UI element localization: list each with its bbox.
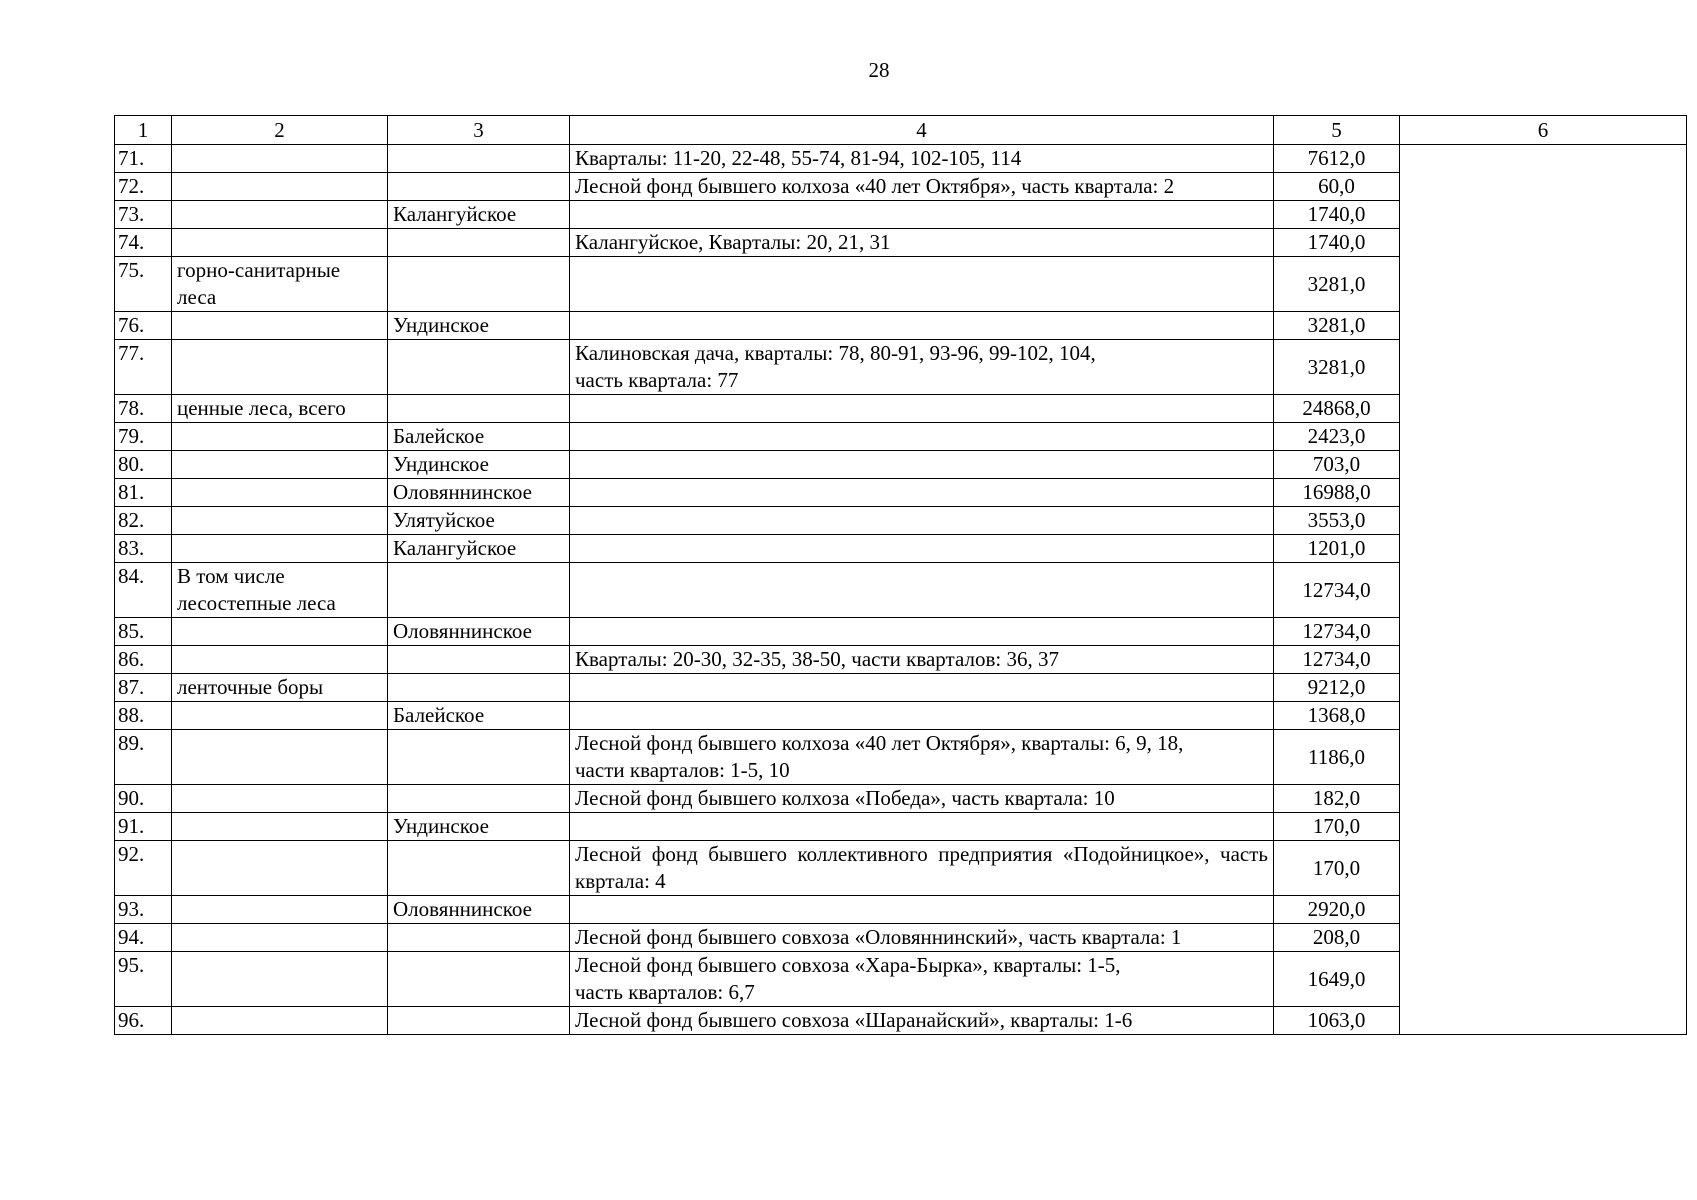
forest-table <box>114 115 1687 1035</box>
area-value-cell: 2423,0 <box>1274 423 1400 451</box>
area-value-cell: 24868,0 <box>1274 395 1400 423</box>
row-number-cell: 87. <box>115 674 172 702</box>
row-number-cell: 84. <box>115 563 172 618</box>
area-value-cell: 1186,0 <box>1274 730 1400 785</box>
column-6-cell <box>1400 730 1687 785</box>
location-description-cell: Лесной фонд бывшего совхоза «Хара-Бырка», кварталы: 1-5, часть кварталов: 6,7 <box>570 952 1274 1007</box>
table-row <box>115 702 1687 730</box>
column-6-cell <box>1400 841 1687 896</box>
row-number-cell: 94. <box>115 924 172 952</box>
forestry-district-cell <box>388 841 570 896</box>
forestry-district-cell <box>388 340 570 395</box>
forest-category-cell <box>172 841 388 896</box>
table-row <box>115 173 1687 201</box>
forestry-district-cell: Ундинское <box>388 451 570 479</box>
row-number-cell: 89. <box>115 730 172 785</box>
forestry-district-cell <box>388 730 570 785</box>
forestry-district-cell <box>388 563 570 618</box>
location-description-cell: Кварталы: 11-20, 22-48, 55-74, 81-94, 102-105, 114 <box>570 145 1274 173</box>
area-value-cell: 3281,0 <box>1274 340 1400 395</box>
location-description-cell <box>570 563 1274 618</box>
location-description-cell <box>570 451 1274 479</box>
page-number: 28 <box>868 58 890 82</box>
forest-category-cell: В том числе лесостепные леса <box>172 563 388 618</box>
forest-category-cell <box>172 145 388 173</box>
forestry-district-cell <box>388 952 570 1007</box>
area-value-cell: 9212,0 <box>1274 674 1400 702</box>
area-value-cell: 12734,0 <box>1274 646 1400 674</box>
table-row <box>115 896 1687 924</box>
location-description-cell <box>570 702 1274 730</box>
table-row <box>115 423 1687 451</box>
forestry-district-cell <box>388 1007 570 1035</box>
column-6-cell <box>1400 952 1687 1007</box>
location-description-cell <box>570 618 1274 646</box>
forest-category-cell <box>172 896 388 924</box>
table-row <box>115 340 1687 395</box>
forest-category-cell <box>172 785 388 813</box>
table-row <box>115 479 1687 507</box>
table-row <box>115 312 1687 340</box>
table-row <box>115 785 1687 813</box>
column-6-cell <box>1400 229 1687 257</box>
row-number-cell: 81. <box>115 479 172 507</box>
area-value-cell: 703,0 <box>1274 451 1400 479</box>
forest-category-cell: горно-санитарные леса <box>172 257 388 312</box>
row-number-cell: 75. <box>115 257 172 312</box>
location-description-cell <box>570 395 1274 423</box>
forest-category-cell <box>172 173 388 201</box>
location-description-cell <box>570 535 1274 563</box>
location-description-cell <box>570 507 1274 535</box>
location-description-cell: Лесной фонд бывшего совхоза «Шаранайский», кварталы: 1-6 <box>570 1007 1274 1035</box>
row-number-cell: 85. <box>115 618 172 646</box>
forestry-district-cell: Калангуйское <box>388 535 570 563</box>
forestry-district-cell: Ундинское <box>388 312 570 340</box>
table-row <box>115 201 1687 229</box>
table-row <box>115 952 1687 1007</box>
row-number-cell: 92. <box>115 841 172 896</box>
forest-category-cell <box>172 646 388 674</box>
area-value-cell: 1740,0 <box>1274 229 1400 257</box>
column-6-cell <box>1400 173 1687 201</box>
forest-category-cell <box>172 312 388 340</box>
header-col-3: 3 <box>388 116 570 145</box>
area-value-cell: 170,0 <box>1274 813 1400 841</box>
forestry-district-cell <box>388 785 570 813</box>
forestry-district-cell <box>388 395 570 423</box>
forest-category-cell <box>172 479 388 507</box>
area-value-cell: 3281,0 <box>1274 257 1400 312</box>
row-number-cell: 82. <box>115 507 172 535</box>
area-value-cell: 16988,0 <box>1274 479 1400 507</box>
forest-category-cell <box>172 340 388 395</box>
column-6-cell <box>1400 896 1687 924</box>
table-row <box>115 257 1687 312</box>
forestry-district-cell <box>388 924 570 952</box>
forestry-district-cell: Калангуйское <box>388 201 570 229</box>
row-number-cell: 90. <box>115 785 172 813</box>
table-row <box>115 924 1687 952</box>
column-6-cell <box>1400 924 1687 952</box>
row-number-cell: 96. <box>115 1007 172 1035</box>
table-row <box>115 730 1687 785</box>
forestry-district-cell <box>388 229 570 257</box>
forest-category-cell <box>172 451 388 479</box>
location-description-cell: Лесной фонд бывшего колхоза «40 лет Октября», часть квартала: 2 <box>570 173 1274 201</box>
area-value-cell: 1368,0 <box>1274 702 1400 730</box>
area-value-cell: 1649,0 <box>1274 952 1400 1007</box>
location-description-cell <box>570 674 1274 702</box>
location-description-cell: Кварталы: 20-30, 32-35, 38-50, части кварталов: 36, 37 <box>570 646 1274 674</box>
column-6-cell <box>1400 674 1687 702</box>
forest-category-cell <box>172 1007 388 1035</box>
row-number-cell: 77. <box>115 340 172 395</box>
row-number-cell: 93. <box>115 896 172 924</box>
header-row <box>115 116 1687 145</box>
row-number-cell: 73. <box>115 201 172 229</box>
forestry-district-cell <box>388 646 570 674</box>
column-6-cell <box>1400 535 1687 563</box>
table-row <box>115 1007 1687 1035</box>
table-row <box>115 841 1687 896</box>
row-number-cell: 78. <box>115 395 172 423</box>
table-row <box>115 618 1687 646</box>
area-value-cell: 12734,0 <box>1274 618 1400 646</box>
row-number-cell: 72. <box>115 173 172 201</box>
forestry-district-cell <box>388 674 570 702</box>
forestry-district-cell: Ундинское <box>388 813 570 841</box>
forestry-district-cell <box>388 145 570 173</box>
forest-category-cell <box>172 618 388 646</box>
forest-category-cell <box>172 924 388 952</box>
area-value-cell: 60,0 <box>1274 173 1400 201</box>
column-6-cell <box>1400 563 1687 618</box>
table-row <box>115 395 1687 423</box>
area-value-cell: 12734,0 <box>1274 563 1400 618</box>
forestry-district-cell <box>388 257 570 312</box>
header-col-6: 6 <box>1400 116 1687 145</box>
header-col-2: 2 <box>172 116 388 145</box>
row-number-cell: 88. <box>115 702 172 730</box>
forest-category-cell <box>172 952 388 1007</box>
area-value-cell: 3281,0 <box>1274 312 1400 340</box>
area-value-cell: 208,0 <box>1274 924 1400 952</box>
area-value-cell: 170,0 <box>1274 841 1400 896</box>
table-row <box>115 674 1687 702</box>
row-number-cell: 95. <box>115 952 172 1007</box>
column-6-cell <box>1400 451 1687 479</box>
table-row <box>115 507 1687 535</box>
column-6-cell <box>1400 145 1687 173</box>
forest-category-cell <box>172 423 388 451</box>
table-row <box>115 145 1687 173</box>
area-value-cell: 1201,0 <box>1274 535 1400 563</box>
location-description-cell: Лесной фонд бывшего коллективного предприятия «Подойницкое», часть квртала: 4 <box>570 841 1274 896</box>
forestry-district-cell: Улятуйское <box>388 507 570 535</box>
table-row <box>115 813 1687 841</box>
row-number-cell: 86. <box>115 646 172 674</box>
column-6-cell <box>1400 507 1687 535</box>
forest-category-cell <box>172 507 388 535</box>
location-description-cell <box>570 423 1274 451</box>
area-value-cell: 1063,0 <box>1274 1007 1400 1035</box>
location-description-cell <box>570 312 1274 340</box>
forest-category-cell: ленточные боры <box>172 674 388 702</box>
column-6-cell <box>1400 257 1687 312</box>
area-value-cell: 2920,0 <box>1274 896 1400 924</box>
location-description-cell: Калиновская дача, кварталы: 78, 80-91, 93-96, 99-102, 104, часть квартала: 77 <box>570 340 1274 395</box>
location-description-cell: Лесной фонд бывшего колхоза «40 лет Октября», кварталы: 6, 9, 18, части кварталов: 1-5, 10 <box>570 730 1274 785</box>
column-6-cell <box>1400 1007 1687 1035</box>
location-description-cell: Лесной фонд бывшего колхоза «Победа», часть квартала: 10 <box>570 785 1274 813</box>
forest-category-cell <box>172 813 388 841</box>
location-description-cell: Лесной фонд бывшего совхоза «Оловяннинский», часть квартала: 1 <box>570 924 1274 952</box>
location-description-cell <box>570 257 1274 312</box>
column-6-cell <box>1400 479 1687 507</box>
location-description-cell: Калангуйское, Кварталы: 20, 21, 31 <box>570 229 1274 257</box>
column-6-cell <box>1400 312 1687 340</box>
area-value-cell: 7612,0 <box>1274 145 1400 173</box>
column-6-cell <box>1400 423 1687 451</box>
forestry-district-cell <box>388 173 570 201</box>
table-row <box>115 563 1687 618</box>
forest-category-cell <box>172 535 388 563</box>
row-number-cell: 76. <box>115 312 172 340</box>
forestry-district-cell: Балейское <box>388 423 570 451</box>
table-row <box>115 646 1687 674</box>
header-col-4: 4 <box>570 116 1274 145</box>
area-value-cell: 182,0 <box>1274 785 1400 813</box>
area-value-cell: 3553,0 <box>1274 507 1400 535</box>
row-number-cell: 71. <box>115 145 172 173</box>
column-6-cell <box>1400 646 1687 674</box>
header-col-1: 1 <box>115 116 172 145</box>
forest-category-cell <box>172 702 388 730</box>
row-number-cell: 79. <box>115 423 172 451</box>
column-6-cell <box>1400 201 1687 229</box>
forestry-district-cell: Оловяннинское <box>388 618 570 646</box>
location-description-cell <box>570 479 1274 507</box>
header-col-5: 5 <box>1274 116 1400 145</box>
column-6-cell <box>1400 340 1687 395</box>
table-row <box>115 535 1687 563</box>
column-6-cell <box>1400 618 1687 646</box>
column-6-cell <box>1400 395 1687 423</box>
column-6-cell <box>1400 813 1687 841</box>
forestry-district-cell: Оловяннинское <box>388 479 570 507</box>
area-value-cell: 1740,0 <box>1274 201 1400 229</box>
forest-category-cell <box>172 730 388 785</box>
column-6-cell <box>1400 702 1687 730</box>
location-description-cell <box>570 896 1274 924</box>
location-description-cell <box>570 813 1274 841</box>
forestry-district-cell: Оловяннинское <box>388 896 570 924</box>
forest-category-cell: ценные леса, всего <box>172 395 388 423</box>
row-number-cell: 91. <box>115 813 172 841</box>
table-row <box>115 229 1687 257</box>
forest-category-cell <box>172 229 388 257</box>
row-number-cell: 74. <box>115 229 172 257</box>
column-6-cell <box>1400 785 1687 813</box>
table-row <box>115 451 1687 479</box>
forestry-district-cell: Балейское <box>388 702 570 730</box>
location-description-cell <box>570 201 1274 229</box>
row-number-cell: 83. <box>115 535 172 563</box>
row-number-cell: 80. <box>115 451 172 479</box>
forest-category-cell <box>172 201 388 229</box>
